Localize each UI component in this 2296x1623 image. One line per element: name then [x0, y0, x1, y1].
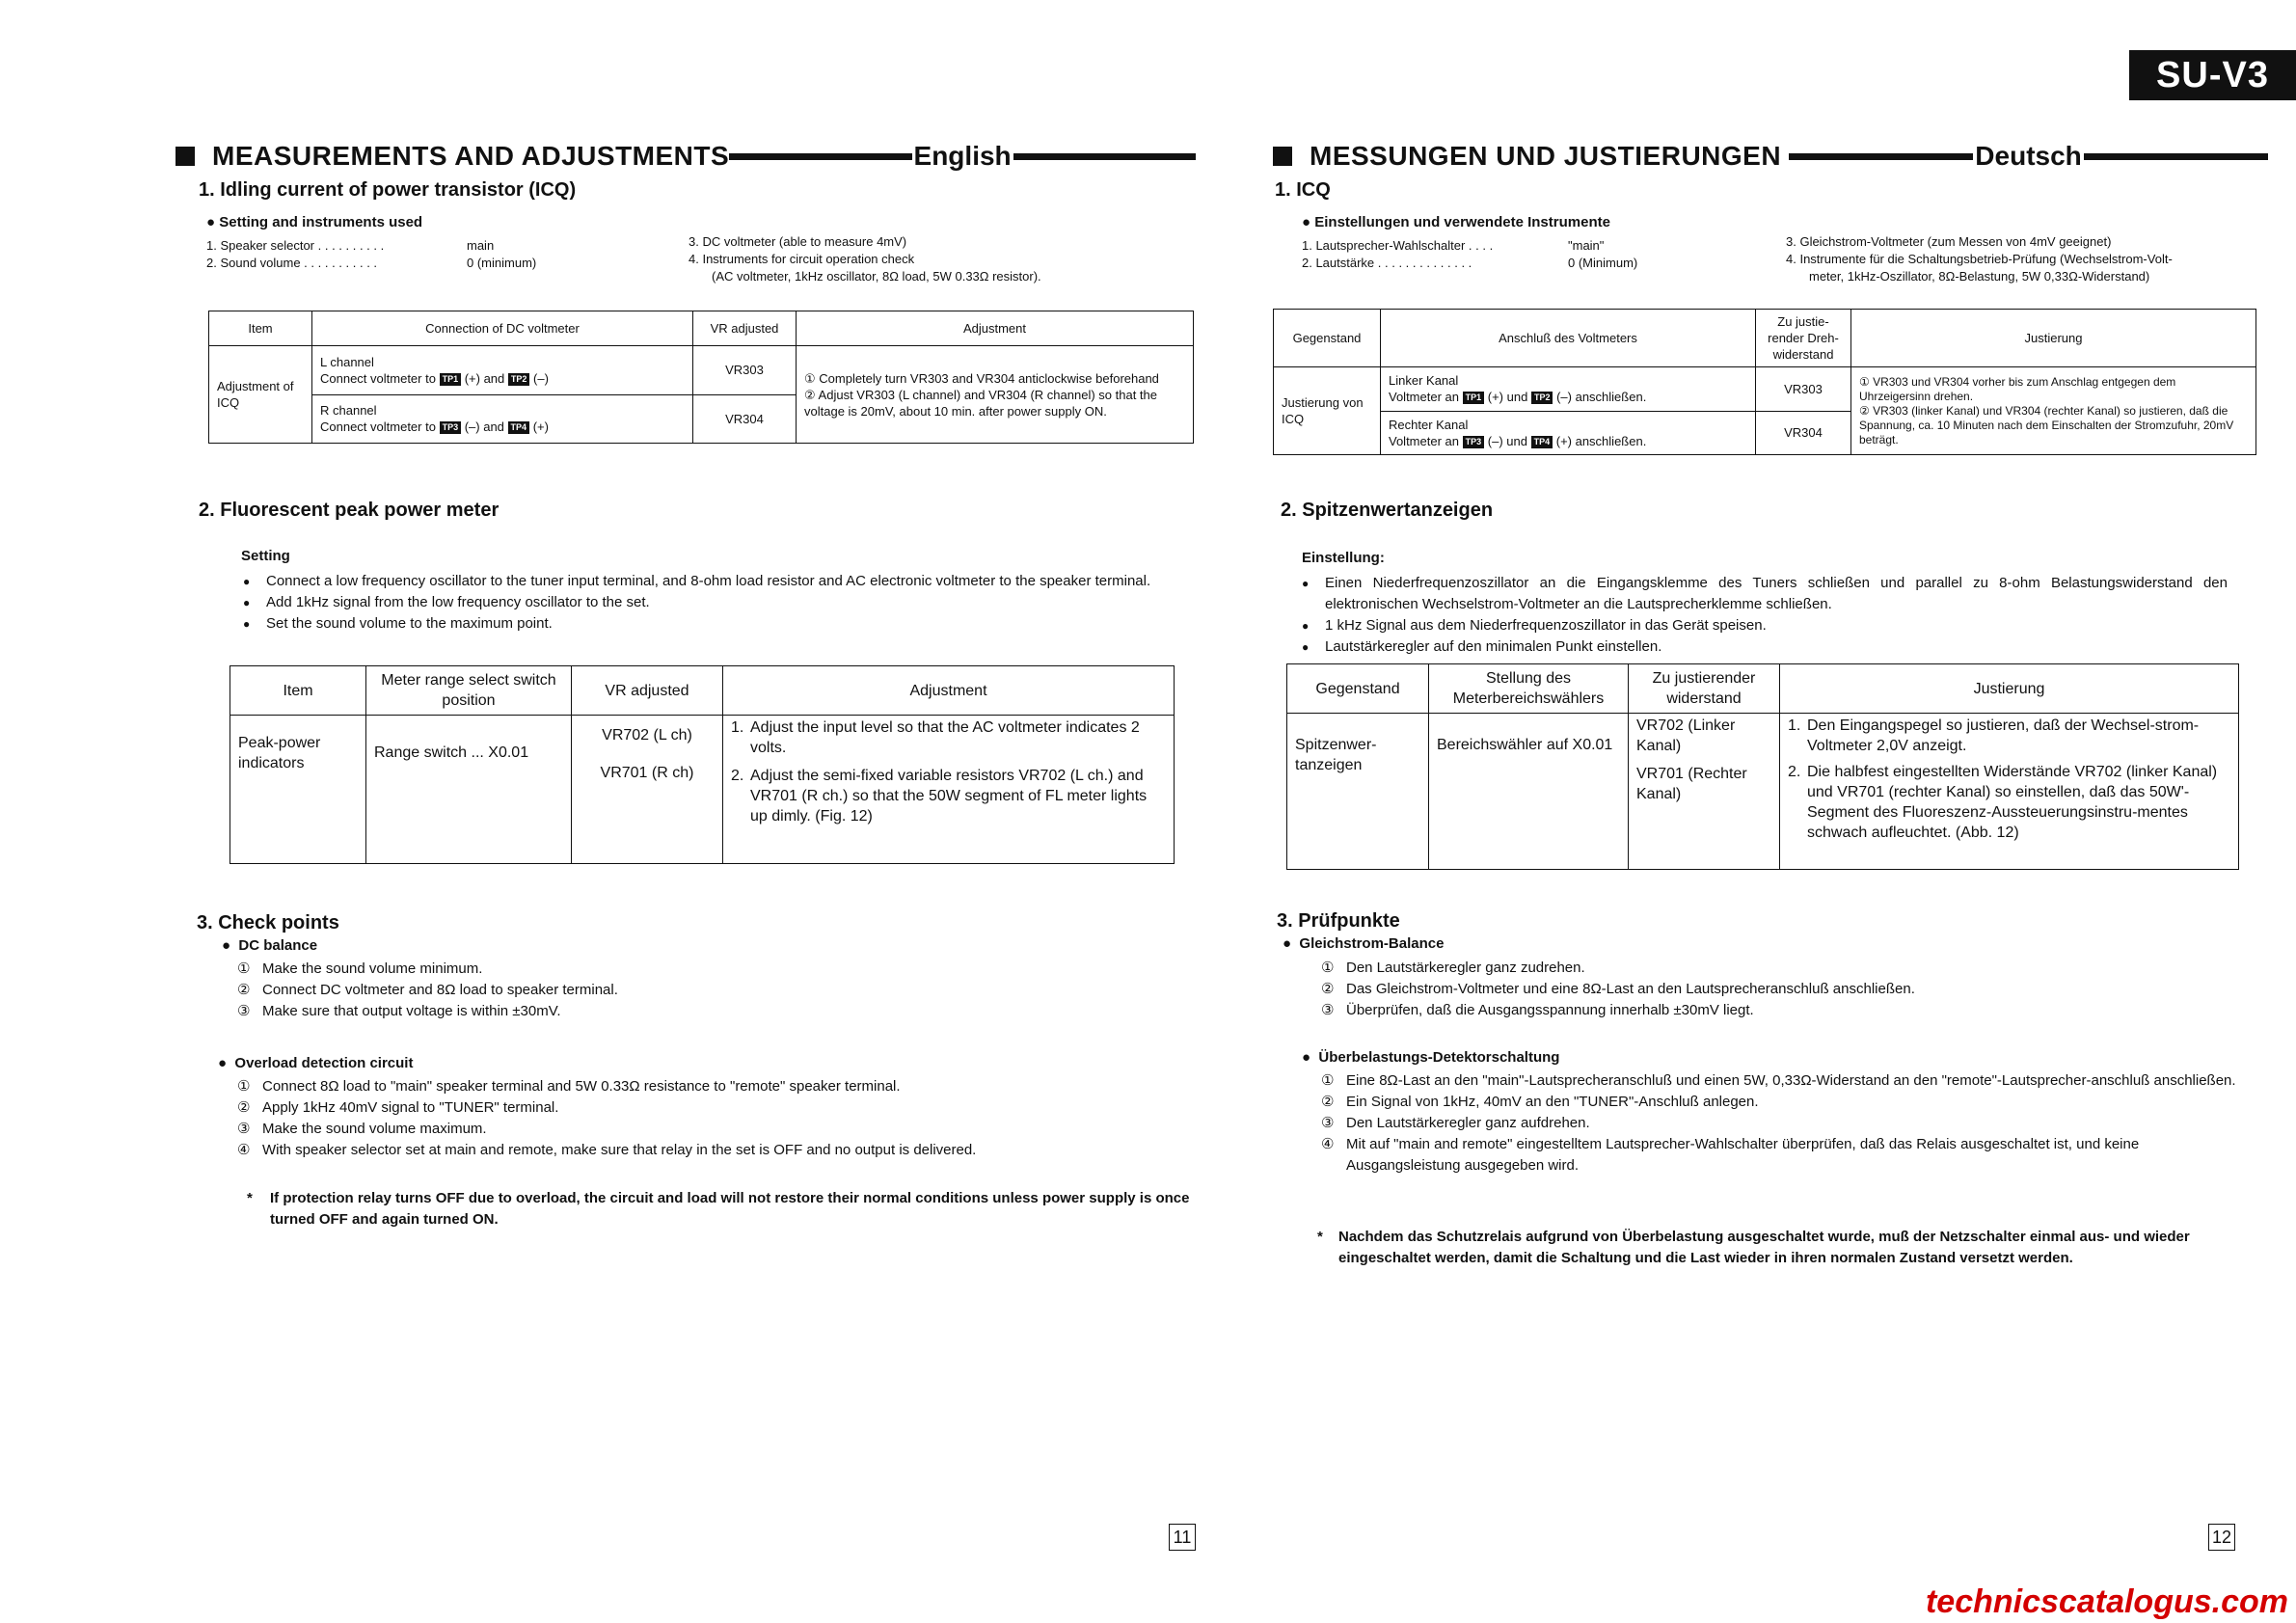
de-icq-vr-r: VR304 [1756, 411, 1851, 455]
de-s3-dc-steps [1321, 958, 2247, 1021]
en-peak-table [230, 665, 1175, 864]
en-ol-step-4: ④ With speaker selector set at main and remote, make sure that relay in the set is OFF and no output is delivered. [237, 1142, 977, 1158]
de-icq-item: Justierung von ICQ [1274, 367, 1381, 455]
en-icq-adjustment [797, 346, 1194, 444]
en-dc-step-3: ③ Make sure that output voltage is within ±30mV. [237, 1003, 561, 1019]
en-s3-ol-steps [237, 1076, 1173, 1161]
de-peak-vr2: VR701 (Rechter Kanal) [1636, 766, 1747, 802]
de-peak-th-item: Gegenstand [1287, 664, 1429, 714]
de-peak-adj2: 2. Die halbfest eingestellten Widerstände VR702 (linker Kanal) und VR701 (rechter Kanal) so einstellen, daß das 50W'-Segment des Fluoreszenz-Aussteuerungsinstru-mentes schwach aufleuchtet. (Abb. 12) [1788, 764, 2218, 841]
de-rule-right [2084, 153, 2268, 160]
de-s3-heading: 3. Prüfpunkte [1277, 910, 1400, 932]
de-peak-th-vr: Zu justierender widerstand [1629, 664, 1780, 714]
de-peak-item: Spitzenwer-tanzeigen [1287, 714, 1429, 870]
de-s1-item1-label: 1. Lautsprecher-Wahlschalter . . . . [1302, 238, 1494, 253]
en-icq-table [208, 311, 1194, 444]
en-icq-th-adjustment: Adjustment [797, 311, 1194, 346]
en-peak-vr [572, 716, 723, 864]
de-s2-bullet-3: ● Lautstärkeregler auf den minimalen Punkt einstellen. [1302, 636, 2228, 658]
de-s1-item4-detail: meter, 1kHz-Oszillator, 8Ω-Belastung, 5W 0,33Ω-Widerstand) [1809, 269, 2150, 284]
en-s1-item1-label: 1. Speaker selector . . . . . . . . . . [206, 238, 385, 253]
de-s1-setting-head: ● Einstellungen und verwendete Instrumente [1302, 214, 1610, 230]
en-peak-item: Peak-power indicators [230, 716, 366, 864]
en-s2-heading: 2. Fluorescent peak power meter [199, 500, 500, 521]
de-ol-step-3: ③ Den Lautstärkeregler ganz aufdrehen. [1321, 1115, 1590, 1131]
tp1-marker: TP1 [1463, 392, 1485, 404]
en-icq-vr-l: VR303 [693, 346, 797, 395]
de-icq-vr-l: VR303 [1756, 367, 1851, 412]
en-s1-setting-head: ● Setting and instruments used [206, 214, 423, 230]
en-section-square-icon [176, 147, 195, 166]
en-icq-adj2: ② Adjust VR303 (L channel) and VR304 (R channel) so that the voltage is 20mV, about 10 min. after power supply ON. [804, 387, 1157, 419]
en-s2-setting-head: Setting [241, 548, 290, 564]
de-peak-adjustment [1780, 714, 2239, 870]
de-icq-th-connection: Anschluß des Voltmeters [1381, 310, 1756, 367]
en-peak-switch: Range switch ... X0.01 [366, 716, 572, 864]
de-s1-item2-label: 2. Lautstärke . . . . . . . . . . . . . . [1302, 256, 1472, 270]
de-icq-th-vr: Zu justie-render Dreh-widerstand [1756, 310, 1851, 367]
en-s1-item4: 4. Instruments for circuit operation check [689, 252, 915, 266]
en-page-number: 11 [1169, 1524, 1196, 1551]
de-s2-bullet-1: ● Einen Niederfrequenzoszillator an die Eingangsklemme des Tuners schließen und parallel zu 8-ohm Belastungswiderstand den elektronischen Wechselstrom-Voltmeter an die Lautsprecherklemme schließen. [1302, 573, 2228, 615]
en-s1-left-items [206, 237, 592, 272]
de-s2-bullet-2: ● 1 kHz Signal aus dem Niederfrequenzoszillator in das Gerät speisen. [1302, 615, 2228, 636]
en-icq-r-channel: R channel Connect voltmeter to TP3 (–) and TP4 (+) [312, 394, 693, 444]
en-peak-vr1: VR702 (L ch) [602, 727, 692, 744]
de-s2-bullets [1302, 573, 2228, 658]
de-dc-step-2: ② Das Gleichstrom-Voltmeter und eine 8Ω-Last an den Lautsprecheranschluß anschließen. [1321, 981, 1915, 997]
de-icq-table [1273, 309, 2256, 455]
de-peak-adj1: 1. Den Eingangspegel so justieren, daß der Wechsel-strom-Voltmeter 2,0V anzeigt. [1788, 717, 2200, 754]
tp2-marker: TP2 [1531, 392, 1553, 404]
en-s1-item2-value: 0 (minimum) [467, 256, 537, 270]
en-s1-item1-value: main [467, 238, 495, 253]
de-icq-l-channel: Linker Kanal Voltmeter an TP1 (+) und TP2 (–) anschließen. [1381, 367, 1756, 412]
de-s1-item2-value: 0 (Minimum) [1568, 256, 1638, 270]
en-s3-ol-head: ● Overload detection circuit [218, 1055, 414, 1071]
en-s3-dc-steps [237, 959, 1163, 1022]
de-icq-r-title: Rechter Kanal [1389, 417, 1469, 432]
de-s1-right-items [1786, 233, 2268, 285]
de-rule-left [1789, 153, 1973, 160]
en-ol-step-2: ② Apply 1kHz 40mV signal to "TUNER" terminal. [237, 1099, 559, 1116]
en-peak-adj1: 1. Adjust the input level so that the AC voltmeter indicates 2 volts. [731, 719, 1140, 756]
de-peak-vr1: VR702 (Linker Kanal) [1636, 717, 1736, 754]
tp4-marker: TP4 [508, 421, 530, 434]
en-icq-item: Adjustment of ICQ [209, 346, 312, 444]
de-icq-l-title: Linker Kanal [1389, 373, 1459, 389]
de-peak-th-adjustment: Justierung [1780, 664, 2239, 714]
en-s1-item4-detail: (AC voltmeter, 1kHz oscillator, 8Ω load, 5W 0.33Ω resistor). [712, 269, 1041, 284]
en-dc-step-2: ② Connect DC voltmeter and 8Ω load to speaker terminal. [237, 982, 618, 998]
en-icq-th-vr: VR adjusted [693, 311, 797, 346]
de-icq-adj2: ② VR303 (linker Kanal) und VR304 (rechter Kanal) so justieren, daß die Spannung, ca. 10 Minuten nach dem Einschalten der Stromzufuhr, 20mV beträgt. [1859, 403, 2234, 446]
en-s3-note: * If protection relay turns OFF due to overload, the circuit and load will not restore their normal conditions unless power supply is once turned OFF and again turned ON. [247, 1190, 1190, 1228]
tp4-marker: TP4 [1531, 436, 1553, 448]
de-peak-th-switch: Stellung des Meterbereichswählers [1429, 664, 1629, 714]
de-s3-ol-head: ● Überbelastungs-Detektorschaltung [1302, 1049, 1560, 1066]
en-icq-r-title: R channel [320, 403, 377, 419]
en-icq-l-title: L channel [320, 354, 374, 369]
tp1-marker: TP1 [440, 373, 462, 386]
de-s3-dc-head: ● Gleichstrom-Balance [1283, 935, 1445, 952]
en-icq-adj1: ① Completely turn VR303 and VR304 anticlockwise beforehand [804, 370, 1159, 386]
en-peak-th-vr: VR adjusted [572, 666, 723, 716]
de-icq-adj1: ① VR303 und VR304 vorher bis zum Anschlag entgegen dem Uhrzeigersinn drehen. [1859, 374, 2176, 403]
en-s1-right-items [689, 233, 1171, 285]
de-ol-step-1: ① Eine 8Ω-Last an den "main"-Lautsprecheranschluß und einen 5W, 0,33Ω-Widerstand an den "remote"-Lautsprecher-anschluß anschließen. [1321, 1072, 2236, 1089]
en-ol-step-1: ① Connect 8Ω load to "main" speaker terminal and 5W 0.33Ω resistance to "remote" speaker terminal. [237, 1078, 901, 1095]
de-dc-step-1: ① Den Lautstärkeregler ganz zudrehen. [1321, 960, 1585, 976]
de-s1-item1-value: "main" [1568, 238, 1605, 253]
en-s2-bullet-3: ● Set the sound volume to the maximum point. [243, 613, 1176, 635]
model-badge: SU-V3 [2129, 50, 2296, 100]
en-rule-right [1013, 153, 1196, 160]
de-ol-step-4: ④ Mit auf "main and remote" eingestelltem Lautsprecher-Wahlschalter überprüfen, daß das Relais ausgeschaltet ist, und keine Ausgangsleistung ausgegeben wird. [1321, 1136, 2140, 1174]
en-peak-vr2: VR701 (R ch) [600, 765, 694, 781]
de-icq-th-item: Gegenstand [1274, 310, 1381, 367]
en-icq-l-channel: L channel Connect voltmeter to TP1 (+) and TP2 (–) [312, 346, 693, 395]
en-s2-bullets [243, 571, 1176, 635]
tp3-marker: TP3 [1463, 436, 1485, 448]
en-peak-adj2: 2. Adjust the semi-fixed variable resistors VR702 (L ch.) and VR701 (R ch.) so that the 50W segment of FL meter lights up dimly. (Fig. 12) [731, 768, 1148, 825]
en-icq-th-item: Item [209, 311, 312, 346]
de-ol-step-2: ② Ein Signal von 1kHz, 40mV an den "TUNER"-Anschluß anlegen. [1321, 1094, 1759, 1110]
de-icq-adjustment [1851, 367, 2256, 455]
en-language-label: English [913, 141, 1012, 171]
watermark: technicscatalogus.com [1925, 1583, 2288, 1620]
de-s1-item3: 3. Gleichstrom-Voltmeter (zum Messen von 4mV geeignet) [1786, 234, 2112, 249]
de-peak-vr [1629, 714, 1780, 870]
de-s3-ol-steps [1321, 1070, 2253, 1177]
en-rule-left [729, 153, 911, 160]
de-section-header [1273, 141, 2268, 172]
de-icq-r-channel: Rechter Kanal Voltmeter an TP3 (–) und TP4 (+) anschließen. [1381, 411, 1756, 455]
de-section-title: MESSUNGEN UND JUSTIERUNGEN [1310, 141, 1782, 171]
de-section-square-icon [1273, 147, 1292, 166]
de-s2-setting-head: Einstellung: [1302, 550, 1385, 566]
de-dc-step-3: ③ Überprüfen, daß die Ausgangsspannung innerhalb ±30mV liegt. [1321, 1002, 1754, 1018]
en-s1-item3: 3. DC voltmeter (able to measure 4mV) [689, 234, 907, 249]
en-peak-th-item: Item [230, 666, 366, 716]
en-section-title: MEASUREMENTS AND ADJUSTMENTS [212, 141, 730, 171]
en-peak-adjustment [723, 716, 1175, 864]
en-icq-th-connection: Connection of DC voltmeter [312, 311, 693, 346]
de-s1-left-items [1302, 237, 1707, 272]
en-peak-th-switch: Meter range select switch position [366, 666, 572, 716]
de-s2-heading: 2. Spitzenwertanzeigen [1281, 500, 1494, 521]
en-dc-step-1: ① Make the sound volume minimum. [237, 960, 483, 977]
en-icq-vr-r: VR304 [693, 394, 797, 444]
de-s3-note: * Nachdem das Schutzrelais aufgrund von Überbelastung ausgeschaltet wurde, muß der Netzschalter einmal aus- und wieder eingeschaltet werden, damit die Schaltung und die Last wieder in ihren normalen Zustand versetzt werden. [1317, 1229, 2190, 1266]
en-ol-step-3: ③ Make the sound volume maximum. [237, 1121, 487, 1137]
en-s3-dc-head: ● DC balance [222, 937, 318, 954]
de-language-label: Deutsch [1975, 141, 2082, 171]
en-s2-bullet-1: ● Connect a low frequency oscillator to the tuner input terminal, and 8-ohm load resistor and AC electronic voltmeter to the speaker terminal. [243, 571, 1176, 592]
en-s1-heading: 1. Idling current of power transistor (ICQ) [199, 179, 577, 201]
de-s1-item4: 4. Instrumente für die Schaltungsbetrieb-Prüfung (Wechselstrom-Volt- [1786, 252, 2173, 266]
en-s1-item2-label: 2. Sound volume . . . . . . . . . . . [206, 256, 378, 270]
en-peak-th-adjustment: Adjustment [723, 666, 1175, 716]
en-section-header [176, 141, 1196, 172]
de-peak-table [1286, 663, 2239, 870]
de-s1-heading: 1. ICQ [1275, 179, 1331, 201]
de-icq-th-adjustment: Justierung [1851, 310, 2256, 367]
en-s3-heading: 3. Check points [197, 912, 339, 933]
tp3-marker: TP3 [440, 421, 462, 434]
de-page-number: 12 [2208, 1524, 2235, 1551]
tp2-marker: TP2 [508, 373, 530, 386]
de-peak-switch: Bereichswähler auf X0.01 [1429, 714, 1629, 870]
en-s2-bullet-2: ● Add 1kHz signal from the low frequency oscillator to the set. [243, 592, 1176, 613]
